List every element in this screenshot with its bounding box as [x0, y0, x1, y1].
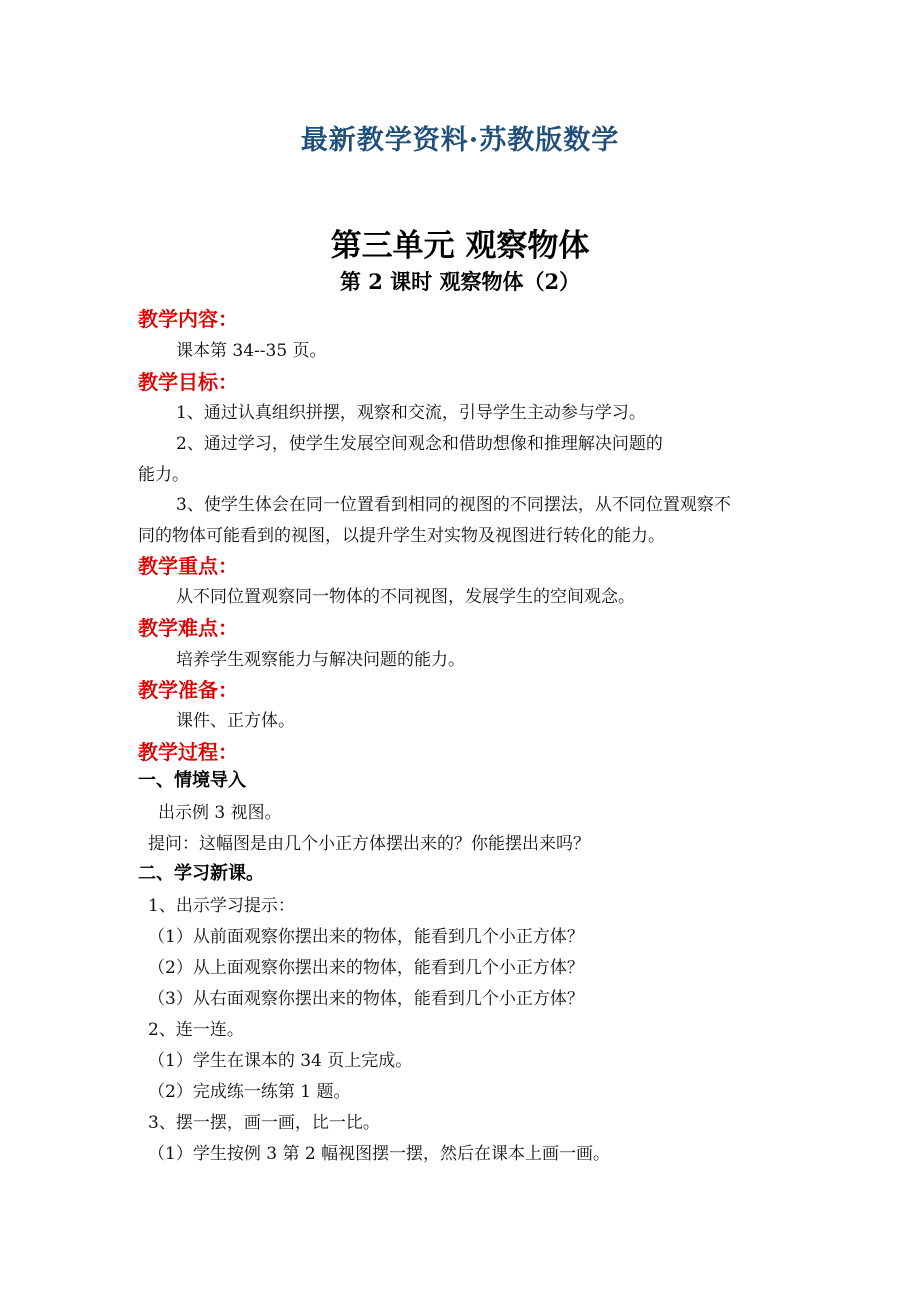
- unit-title: 第三单元 观察物体: [330, 228, 590, 264]
- step-2: 2、连一连。: [148, 1020, 244, 1040]
- preparation-text: 课件、正方体。: [176, 711, 295, 731]
- process-heading: 教学过程：: [138, 740, 238, 764]
- goal-3-line-1: 3、使学生体会在同一位置看到相同的视图的不同摆法，从不同位置观察不: [176, 495, 731, 515]
- key-points-text: 从不同位置观察同一物体的不同视图，发展学生的空间观念。: [176, 587, 635, 607]
- lesson-subtitle: 第 2 课时 观察物体（2）: [339, 269, 581, 294]
- step-1-question-2: （2）从上面观察你摆出来的物体，能看到几个小正方体？: [148, 958, 584, 978]
- part-1-heading: 一、情境导入: [138, 770, 246, 791]
- step-1-question-3: （3）从右面观察你摆出来的物体，能看到几个小正方体？: [148, 989, 584, 1009]
- goal-3-line-2: 同的物体可能看到的视图，以提升学生对实物及视图进行转化的能力。: [138, 526, 665, 546]
- preparation-heading: 教学准备：: [138, 678, 238, 702]
- part-2-heading: 二、学习新课。: [138, 863, 264, 884]
- content-heading: 教学内容：: [138, 307, 238, 331]
- step-1-question-1: （1）从前面观察你摆出来的物体，能看到几个小正方体？: [148, 927, 584, 947]
- step-3-item-1: （1）学生按例 3 第 2 幅视图摆一摆，然后在课本上画一画。: [148, 1144, 611, 1164]
- step-2-item-2: （2）完成练一练第 1 题。: [148, 1082, 351, 1102]
- step-2-item-1: （1）学生在课本的 34 页上完成。: [148, 1051, 413, 1071]
- step-1: 1、出示学习提示：: [148, 896, 295, 916]
- goals-heading: 教学目标：: [138, 370, 238, 394]
- content-text: 课本第 34--35 页。: [176, 341, 327, 361]
- difficulties-text: 培养学生观察能力与解决问题的能力。: [176, 650, 465, 670]
- goal-1: 1、通过认真组织拼摆，观察和交流，引导学生主动参与学习。: [176, 403, 646, 423]
- step-3: 3、摆一摆，画一画，比一比。: [148, 1113, 380, 1133]
- goal-2-line-1: 2、通过学习，使学生发展空间观念和借助想像和推理解决问题的: [176, 434, 663, 454]
- key-points-heading: 教学重点：: [138, 554, 238, 578]
- difficulties-heading: 教学难点：: [138, 616, 238, 640]
- part-1-line-1: 出示例 3 视图。: [158, 803, 282, 823]
- goal-2-line-2: 能力。: [138, 465, 189, 485]
- header-banner: 最新教学资料·苏教版数学: [300, 125, 620, 156]
- part-1-line-2: 提问：这幅图是由几个小正方体摆出来的？你能摆出来吗？: [148, 834, 590, 854]
